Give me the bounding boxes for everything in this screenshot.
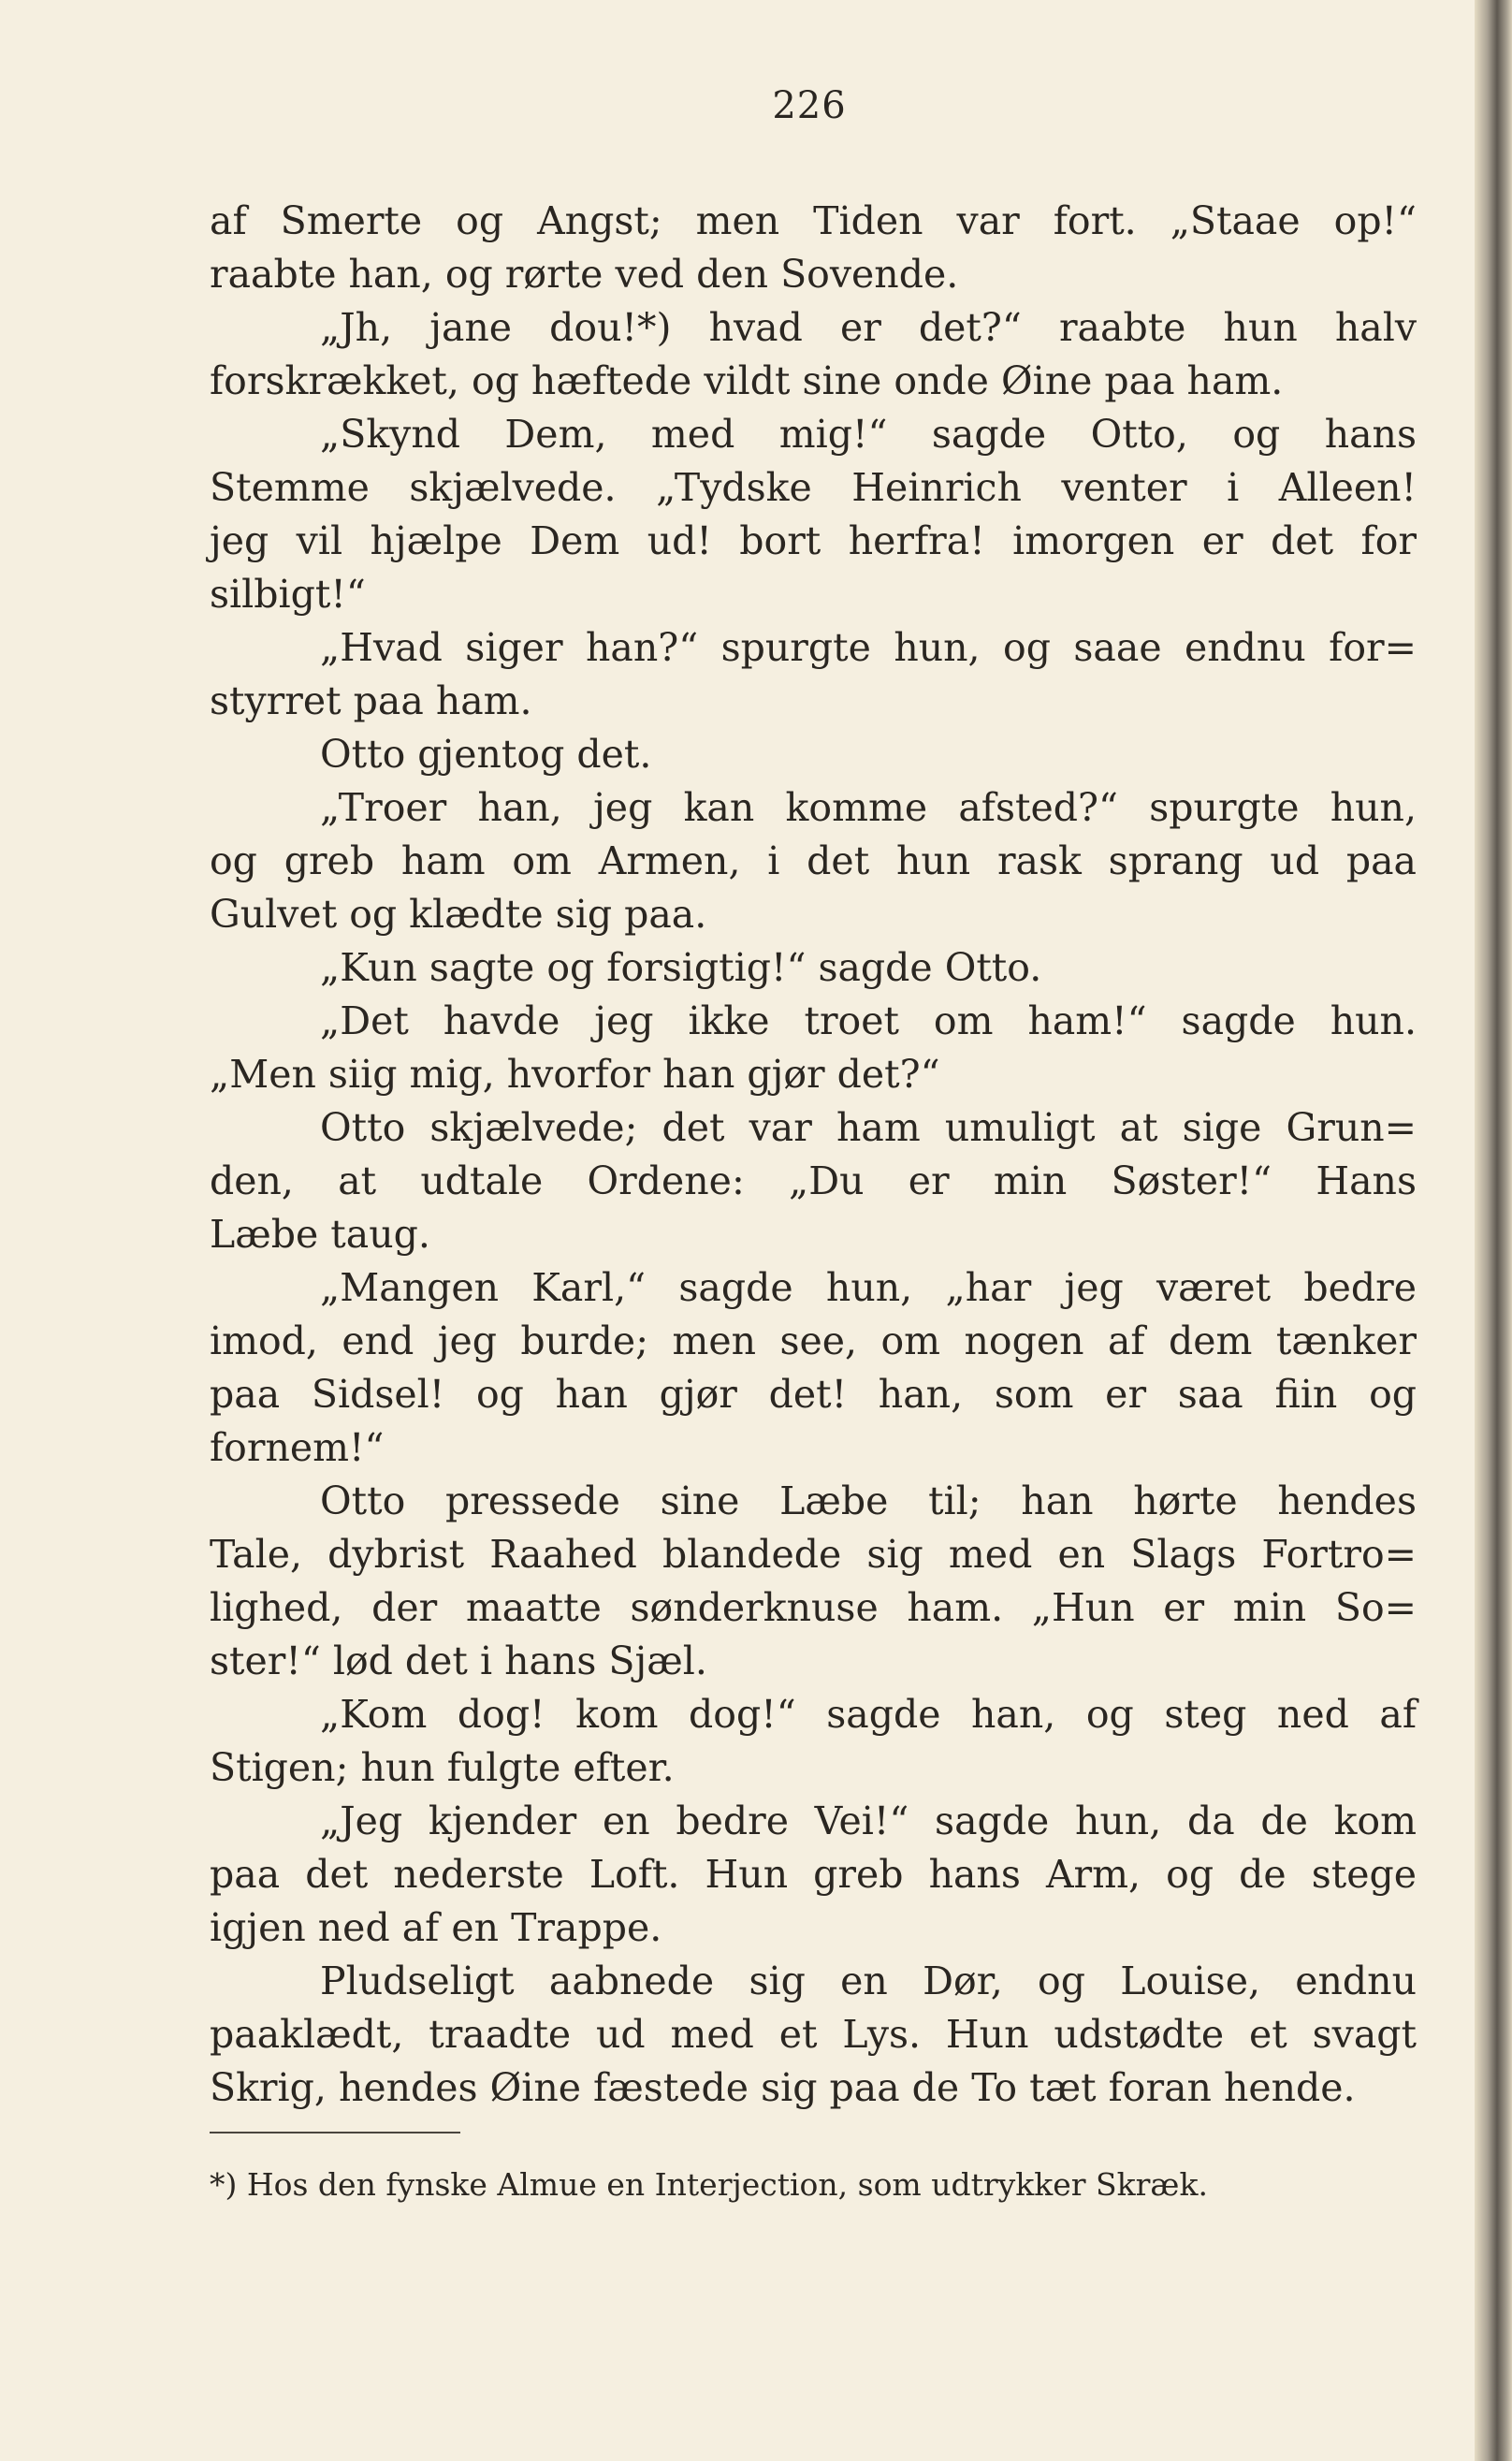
text-line: fornem!“ (210, 1425, 385, 1470)
text-line: „Skynd Dem, med mig!“ sagde Otto, og hans (320, 412, 1417, 457)
text-line: „Jh, jane dou!*) hvad er det?“ raabte hun halv (320, 305, 1417, 350)
text-line: „Det havde jeg ikke troet om ham!“ sagde hun. (320, 998, 1417, 1043)
text-line: igjen ned af en Trappe. (210, 1905, 662, 1950)
text-line: ster!“ lød det i hans Sjæl. (210, 1638, 707, 1683)
text-line: „Mangen Karl,“ sagde hun, „har jeg været bedre (320, 1265, 1417, 1310)
text-line: Pludseligt aabnede sig en Dør, og Louise, endnu (320, 1959, 1417, 2003)
text-line: lighed, der maatte sønderknuse ham. „Hun er min So= (210, 1585, 1417, 1630)
text-line: Tale, dybrist Raahed blandede sig med en Slags Fortro= (210, 1532, 1417, 1577)
text-line: raabte han, og rørte ved den Sovende. (210, 252, 959, 297)
text-line: silbigt!“ (210, 572, 366, 617)
text-line: jeg vil hjælpe Dem ud! bort herfra! imorgen er det for (210, 518, 1417, 563)
text-line: styrret paa ham. (210, 678, 532, 723)
text-line: af Smerte og Angst; men Tiden var fort. „Staae op!“ (210, 198, 1417, 243)
page-edge (1475, 0, 1512, 2461)
text-line: paaklædt, traadte ud med et Lys. Hun udstødte et svagt (210, 2012, 1417, 2057)
text-line: Otto pressede sine Læbe til; han hørte hendes (320, 1478, 1417, 1523)
text-line: „Men siig mig, hvorfor han gjør det?“ (210, 1052, 940, 1097)
text-line: „Hvad siger han?“ spurgte hun, og saae endnu for= (320, 625, 1417, 670)
text-line: forskrækket, og hæftede vildt sine onde Øine paa ham. (210, 358, 1284, 403)
text-line: „Kun sagte og forsigtig!“ sagde Otto. (320, 945, 1042, 990)
page-number: 226 (772, 84, 847, 127)
text-line: Otto gjentog det. (320, 732, 652, 777)
text-line: Skrig, hendes Øine fæstede sig paa de To tæt foran hende. (210, 2065, 1356, 2110)
text-line: „Kom dog! kom dog!“ sagde han, og steg ned af (320, 1692, 1417, 1737)
text-line: Stigen; hun fulgte efter. (210, 1745, 675, 1790)
text-line: Otto skjælvede; det var ham umuligt at sige Grun= (320, 1105, 1417, 1150)
text-line: Stemme skjælvede. „Tydske Heinrich venter i Alleen! (210, 465, 1417, 510)
text-line: paa det nederste Loft. Hun greb hans Arm, og de stege (210, 1852, 1417, 1897)
text-line: og greb ham om Armen, i det hun rask sprang ud paa (210, 838, 1417, 883)
text-line: Læbe taug. (210, 1212, 430, 1257)
text-line: paa Sidsel! og han gjør det! han, som er saa fiin og (210, 1372, 1417, 1417)
footnote: *) Hos den fynske Almue en Interjection, som udtrykker Skræk. (210, 2166, 1208, 2203)
body-text (210, 195, 1417, 2115)
text-line: den, at udtale Ordene: „Du er min Søster!“ Hans (210, 1158, 1417, 1203)
text-line: „Troer han, jeg kan komme afsted?“ spurgte hun, (320, 785, 1417, 830)
footnote-divider (210, 2132, 460, 2133)
text-line: imod, end jeg burde; men see, om nogen af dem tænker (210, 1318, 1417, 1363)
text-line: „Jeg kjender en bedre Vei!“ sagde hun, da de kom (320, 1798, 1417, 1843)
text-line: Gulvet og klædte sig paa. (210, 892, 707, 937)
